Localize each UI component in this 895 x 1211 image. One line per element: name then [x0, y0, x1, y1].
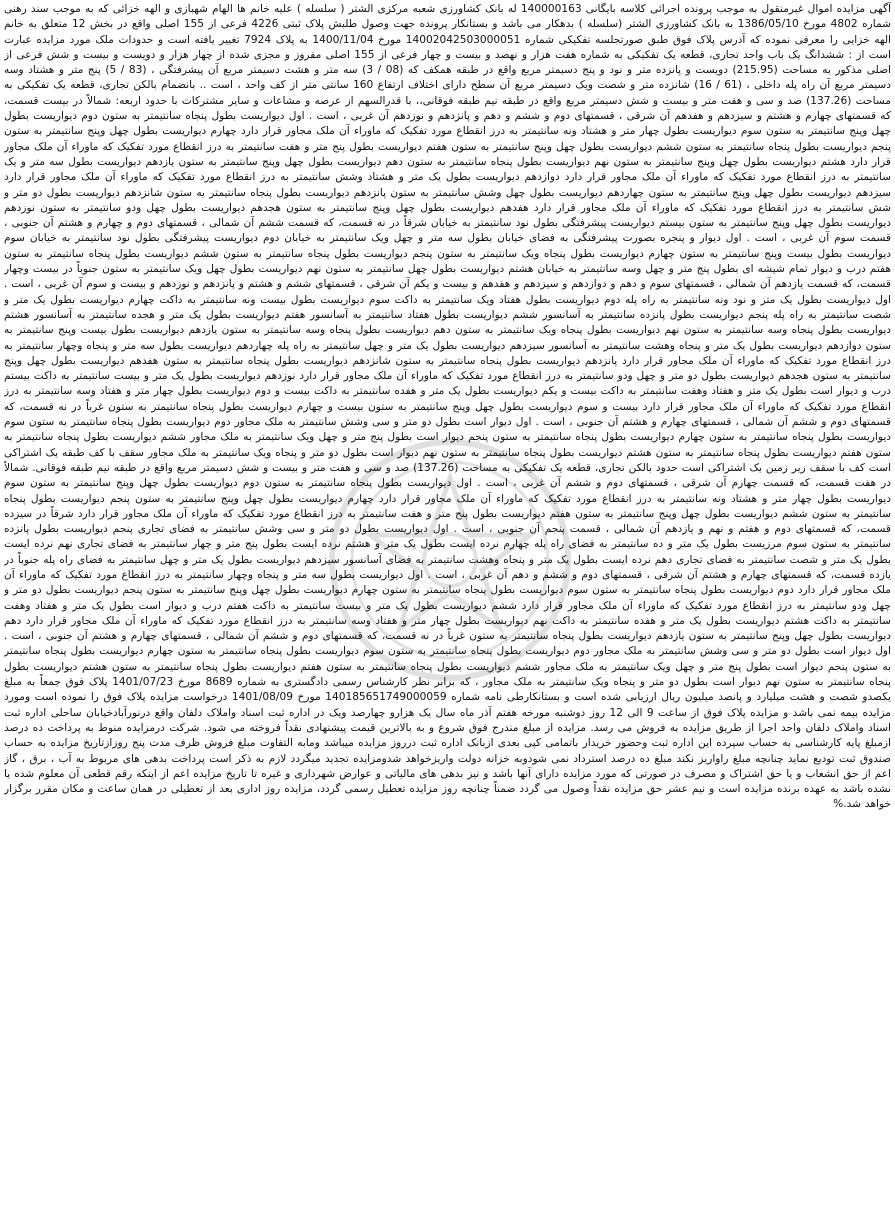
- auction-notice-text: آگهی مزایده اموال غیرمنقول به موجب پرونده اجرائی کلاسه بایگانی 140000163 له بانک کشاورزی شعبه مرکزی الشتر ( سلسله ) علیه خانم ها الهام شهبازی و الهه خزائی که به موجب سند رهنی شماره 4802 مورخ 1386/05/10 به بانک کشاورزی الشتر (سلسله ) بدهکار می باشد و بستانکار پرونده جهت وصول طلبش پلاک ثبتی 4226 فرعی از 155 اصلی واقع در بخش 12 متعلق به خانم الهه خزایی را معرفی نموده که آدرس پلاک فوق طبق صورتجلسه تفکیکی شماره 14002042503000051 مورخ 1400/11/04 به پلاک 7924 تغییر یافته است و حدودات ملک مورد مزایده عبارت است از : ششدانگ یک باب واحد تجاری، قطعه یک تفکیکی به شماره هفت هزار و نهصد و بیست و چهار فرعی از 155 اصلی مفروز و مجزی شده از چهار هزار و دویست و بیست و شش فرعی از اصلی مذکور به مساحت (215.95) دویست و پانزده متر و نود و پنج دسیمتر مربع واقع در طبقه همکف که (08 / 3) سه متر و هشت دسیمتر مربع آن پیشرفتگی ، (83 / 5) پنج متر و هشتاد وسه دسیمتر مربع آن راه پله داخلی ، (61 / 16) شانزده متر و شصت ویک دسیمتر مربع آن سطح دارای اختلاف ارتفاع 160 سانتی متر از کف واحد ، است .. بانضمام بالکن تجاری، قطعه یک تفکیکی به مساحت (137.26) صد و سی و هفت متر و بیست و شش دسیمتر مربع واقع در طبقه نیم طبقه فوقانی،، با قدرالسهم از عرصه و مشاعات و سایر مشترکات با حدود اربعه: شمالاً در بیست قسمت، که قسمتهای چهارم و هشتم و سیزدهم و هفدهم آن شرقی ، قسمتهای دوم و ششم و دهم و پانزدهم و نوزدهم آن غربی ، است . اول دیواریست بطول پنجاه سانتیمتر به ستون دوم دیواریست بطول چهل وپنج سانتیمتر به ستون سوم دیواریست بطول چهار متر و هشتاد ونه سانتیمتر به درز انقطاع مورد تفکیک که ماوراء آن ملک مجاور قرار دارد چهارم دیواریست بطول چهل وپنج سانتیمتر به ستون پنجم دیواریست بطول پنجاه سانتیمتر به ستون ششم دیواریست بطول چهل وپنج سانتیمتر به ستون هفتم دیواریست بطول پنج متر و هفت سانتیمتر به درز انقطاع مورد تفکیک که ماوراء آن ملک مجاور قرار دارد هشتم دیواریست بطول چهل وپنج سانتیمتر به ستون نهم دیواریست بطول پنجاه سانتیمتر به ستون دهم دیواریست بطول چهل وپنج سانتیمتر به ستون یازدهم دیواریست بطول سه متر و یک سانتیمتر به درز انقطاع مورد تفکیک که ماوراء آن ملک مجاور قرار دارد دوازدهم دیواریست بطول یک متر و هشتاد وشش سانتیمتر به درز انقطاع مورد تفکیک که ماوراء آن ملک مجاور قرار دارد سیزدهم دیواریست بطول چهل وپنج سانتیمتر به ستون چهاردهم دیواریست بطول چهل وشش سانتیمتر به ستون پانزدهم دیواریست بطول پنجاه سانتیمتر به ستون شانزدهم دیواریست بطول دو متر و شش سانتیمتر به درز انقطاع مورد تفکیک که ماوراء آن ملک مجاور قرار دارد هفدهم دیواریست بطول چهل وپنج سانتیمتر به ستون هجدهم دیواریست بطول چهل ودو سانتیمتر به ستون نوزدهم دیواریست بطول چهل وپنج سانتیمتر به ستون بیستم دیواریست پیشرفتگی بطول نود سانتیمتر به خیابان شرقاً در نه قسمت، که قسمت ششم آن شمالی ، قسمتهای دوم و چهارم و هشتم آن جنوبی ، قسمت سوم آن غربی ، است . اول دیوار و پنجره بصورت پیشرفتگی به فضای خیابان بطول سه متر و چهل ویک سانتیمتر به خیابان دوم دیواریست پیشرفتگی بطول نود سانتیمتر به خیابان سوم دیواریست بطول بیست وپنج سانتیمتر به ستون چهارم دیواریست بطول پنجاه ویک سانتیمتر به ستون پنجم دیواریست بطول پنجاه سانتیمتر به ستون ششم دیواریست بطول پنجاه سانتیمتر به ستون هفتم درب و دیوار تمام شیشه ای بطول پنج متر و چهل وسه سانتیمتر به خیابان هشتم دیواریست بطول چهل سانتیمتر به ستون نهم دیواریست بطول چهل ویک سانتیمتر به ستون جنوباً در بیست وچهار قسمت، که قسمت یازدهم آن شمالی ، قسمتهای سوم و دهم و دوازدهم و سیزدهم و هفدهم و بیست و یکم آن شرقی ، قسمتهای ششم و هشتم و پانزدهم و نوزدهم و بیست و سوم آن غربی ، است . اول دیواریست بطول یک متر و نود ونه سانتیمتر به راه پله دوم دیواریست بطول هفتاد ویک سانتیمتر به داکت سوم دیواریست بطول بیست ونه سانتیمتر به داکت چهارم دیواریست بطول یک متر و شصت سانتیمتر به راه پله پنجم دیواریست بطول پانزده سانتیمتر به آسانسور ششم دیواریست بطول هفتاد سانتیمتر به آسانسور هفتم دیواریست بطول یک متر و هجده سانتیمتر به آسانسور هشتم دیواریست بطول پنجاه وسه سانتیمتر به ستون نهم دیواریست بطول پنجاه ویک سانتیمتر به ستون دهم دیواریست بطول پنجاه وسه سانتیمتر به ستون یازدهم دیواریست بطول بیست وپنج سانتیمتر به ستون دوازدهم دیواریست بطول یک متر و پنجاه وهشت سانتیمتر به آسانسور سیزدهم دیواریست بطول یک متر و چهل سانتیمتر به راه پله چهاردهم دیواریست بطول سه متر و پنجاه وچهار سانتیمتر به درز انقطاع مورد تفکیک که ماوراء آن ملک مجاور قرار دارد پانزدهم دیواریست بطول پنجاه سانتیمتر به ستون شانزدهم دیواریست بطول پنجاه سانتیمتر به ستون هفدهم دیواریست بطول چهل وپنج سانتیمتر به ستون هجدهم دیواریست بطول دو متر و چهل ودو سانتیمتر به درز انقطاع مورد تفکیک که ماوراء آن ملک مجاور قرار دارد نوزدهم دیواریست بطول یک متر و بیست سانتیمتر به داکت بیستم درب و دیوار است بطول یک متر و هفتاد وهفت سانتیمتر به داکت بیست و یکم دیواریست بطول یک متر و هفده سانتیمتر به داکت بیست و دوم دیواریست بطول چهار متر و هفتاد وسه سانتیمتر به درز انقطاع مورد تفکیک که ماوراء آن ملک مجاور قرار دارد بیست و سوم دیواریست بطول چهل وپنج سانتیمتر به ستون بیست و چهارم دیواریست بطول پنجاه سانتیمتر به ستون غرباً در نه قسمت، که قسمتهای دوم و ششم آن شمالی ، قسمتهای چهارم و هشتم آن جنوبی ، است . اول دیوار است بطول دو متر و سی وشش سانتیمتر به ملک مجاور دوم دیواریست بطول پنجاه سانتیمتر به ستون سوم دیواریست بطول پنجاه سانتیمتر به ستون چهارم دیواریست بطول پنجاه سانتیمتر به ستون پنجم دیوار است بطول پنج متر و چهل ویک سانتیمتر به ملک مجاور ششم دیواریست بطول پنجاه سانتیمتر به ستون هفتم دیواریست بطول پنجاه سانتیمتر به ستون هشتم دیواریست بطول پنجاه سانتیمتر به ستون نهم دیوار است بطول دو متر و پنجاه ویک سانتیمتر به ملک مجاور سقف با کف طبقه یک اشتراکی است کف با سقف زیر زمین یک اشتراکی است حدود بالکن تجاری، قطعه یک تفکیکی به مساحت (137.26) صد و سی و هفت متر و بیست و شش دسیمتر مربع واقع در طبقه نیم طبقه فوقانی. شمالاً در هفت قسمت، که قسمت چهارم آن شرقی ، قسمتهای دوم و ششم آن غربی ، است . اول دیواریست بطول پنجاه سانتیمتر به ستون دوم دیواریست بطول چهل وپنج سانتیمتر به ستون سوم دیواریست بطول چهار متر و هشتاد ونه سانتیمتر به درز انقطاع مورد تفکیک که ماوراء آن ملک مجاور قرار دارد چهارم دیواریست بطول چهل وپنج سانتیمتر به ستون پنجم دیواریست بطول پنجاه سانتیمتر به ستون ششم دیواریست بطول چهل وپنج سانتیمتر به ستون هفتم دیواریست بطول پنج متر و هفت سانتیمتر به درز انقطاع مورد تفکیک که ماوراء آن ملک مجاور قرار دارد شرقاً در سیزده قسمت، که قسمتهای دوم و هفتم و نهم و یازدهم آن شمالی ، قسمت پنجم آن جنوبی ، است . اول دیواریست بطول دو متر و سی وشش سانتیمتر به فضای تجاری پنجم دیواریست بطول پانزده سانتیمتر به ستون سوم مرزیست بطول یک متر و ده سانتیمتر به فضای راه پله چهارم نرده ایست بطول یک متر و هشتم نرده ایست بطول پنج متر و چهار سانتیمتر به فضای تجاری نهم نرده ایست بطول یک متر و شصت سانتیمتر به فضای تجاری دهم نرده ایست بطول یک متر و پنجاه وهشت سانتیمتر به فضای آسانسور سیزدهم دیواریست بطول یک متر و چهل سانتیمتر به فضای راه پله جنوباً در یازده قسمت، که قسمتهای چهارم و هشتم آن شرقی ، قسمتهای دوم و ششم و دهم آن غربی ، است . اول دیواریست بطول سه متر و پنجاه وچهار سانتیمتر به درز انقطاع مورد تفکیک که ماوراء آن ملک مجاور قرار دارد دوم دیواریست بطول پنجاه سانتیمتر به ستون سوم دیواریست بطول پنجاه سانتیمتر به ستون چهارم دیواریست بطول چهل وپنج سانتیمتر به ستون پنجم دیواریست بطول دو متر و چهل ودو سانتیمتر به درز انقطاع مورد تفکیک که ماوراء آن ملک مجاور قرار دارد ششم دیواریست بطول یک متر و بیست سانتیمتر به داکت هفتم درب و دیوار است بطول یک متر و هفتاد وهفت سانتیمتر به داکت هشتم دیواریست بطول یک متر و هفده سانتیمتر به داکت نهم دیواریست بطول چهار متر و هفتاد وسه سانتیمتر به درز انقطاع مورد تفکیک که ماوراء آن ملک مجاور قرار دارد دهم دیواریست بطول چهل وپنج سانتیمتر به ستون یازدهم دیواریست بطول پنجاه سانتیمتر به ستون غرباً در نه قسمت، که قسمتهای دوم و ششم آن شمالی ، قسمتهای چهارم و هشتم آن جنوبی ، است . اول دیوار است بطول دو متر و سی وشش سانتیمتر به ملک مجاور دوم دیواریست بطول پنجاه سانتیمتر به ستون سوم دیواریست بطول پنجاه سانتیمتر به ستون چهارم دیواریست بطول پنجاه سانتیمتر به ستون پنجم دیوار است بطول پنج متر و چهل ویک سانتیمتر به ملک مجاور ششم دیواریست بطول پنجاه سانتیمتر به ستون هفتم دیواریست بطول پنجاه سانتیمتر به ستون هشتم دیواریست بطول پنجاه سانتیمتر به ستون نهم دیوار است بطول دو متر و پنجاه ویک سانتیمتر به ملک مجاور ، که برابر نظر کارشناس رسمی دادگستری به شماره 8689 مورخ 1401/07/23 پلاک فوق جمعاً به مبلغ یکصدو شصت و هشت میلیارد و پانصد میلیون ریال ارزیابی شده است و بستانکارطی نامه شماره 140185651749000059 مورخ 1401/08/09 درخواست مزایده پلاک فوق را نموده است ومورد مزایده بیمه نمی باشد و مزایده پلاک فوق از ساعت 9 الی 12 روز دوشنبه مورخه هفتم آذر ماه سال یک هزارو چهارصد ویک در اداره ثبت اسناد واملاک دلفان واقع درنورآبادخیابان ساحلی اداره ثبت اسناد واملاک دلفان واحد اجرا از طریق مزایده به فروش می رسد. مزایده از مبلغ مندرج فوق شروع و به بالاترین قیمت پیشنهادی نقداً فروخته می شود. شرکت درمزایده منوط به پرداخت ده درصد ازمبلغ پایه کارشناسی به حساب سپرده این اداره ثبت وحضور خریدار باتمامی کپی بعدی ازبانک اداره ثبت درروز مزایده میباشد ومابه التفاوت مبلغ فروش ظرف مدت پنج روزازتاریخ مزایده به حساب صندوق ثبت تودیع نماید چنانچه مبلغ راواریز نکند مبلغ ده درصد استرداد نمی شودوبه خزانه دولت واریزخواهد شدومزایده تجدید میگردد لازم به ذکر است پرداخت بدهی های مربوط به آب ، برق ، گاز اعم از حق انشعاب و یا حق اشتراک و مصرف در صورتی که مورد مزایده دارای آنها باشد و نیز بدهی های مالیاتی و عوارض شهرداری و غیره تا تاریخ مزایده اعم از اینکه رقم قطعی آن معلوم شده یا نشده باشد به عهده برنده مزایده است و نیم عشر حق مزایده نقداً وصول می گردد ضمناً چنانچه روز مزایده تعطیل رسمی گردد، مزایده روز اداری بعد از تعطیلی در همان ساعت و مکان مقرر برگزار خواهد شد.%: [4, 3, 891, 811]
